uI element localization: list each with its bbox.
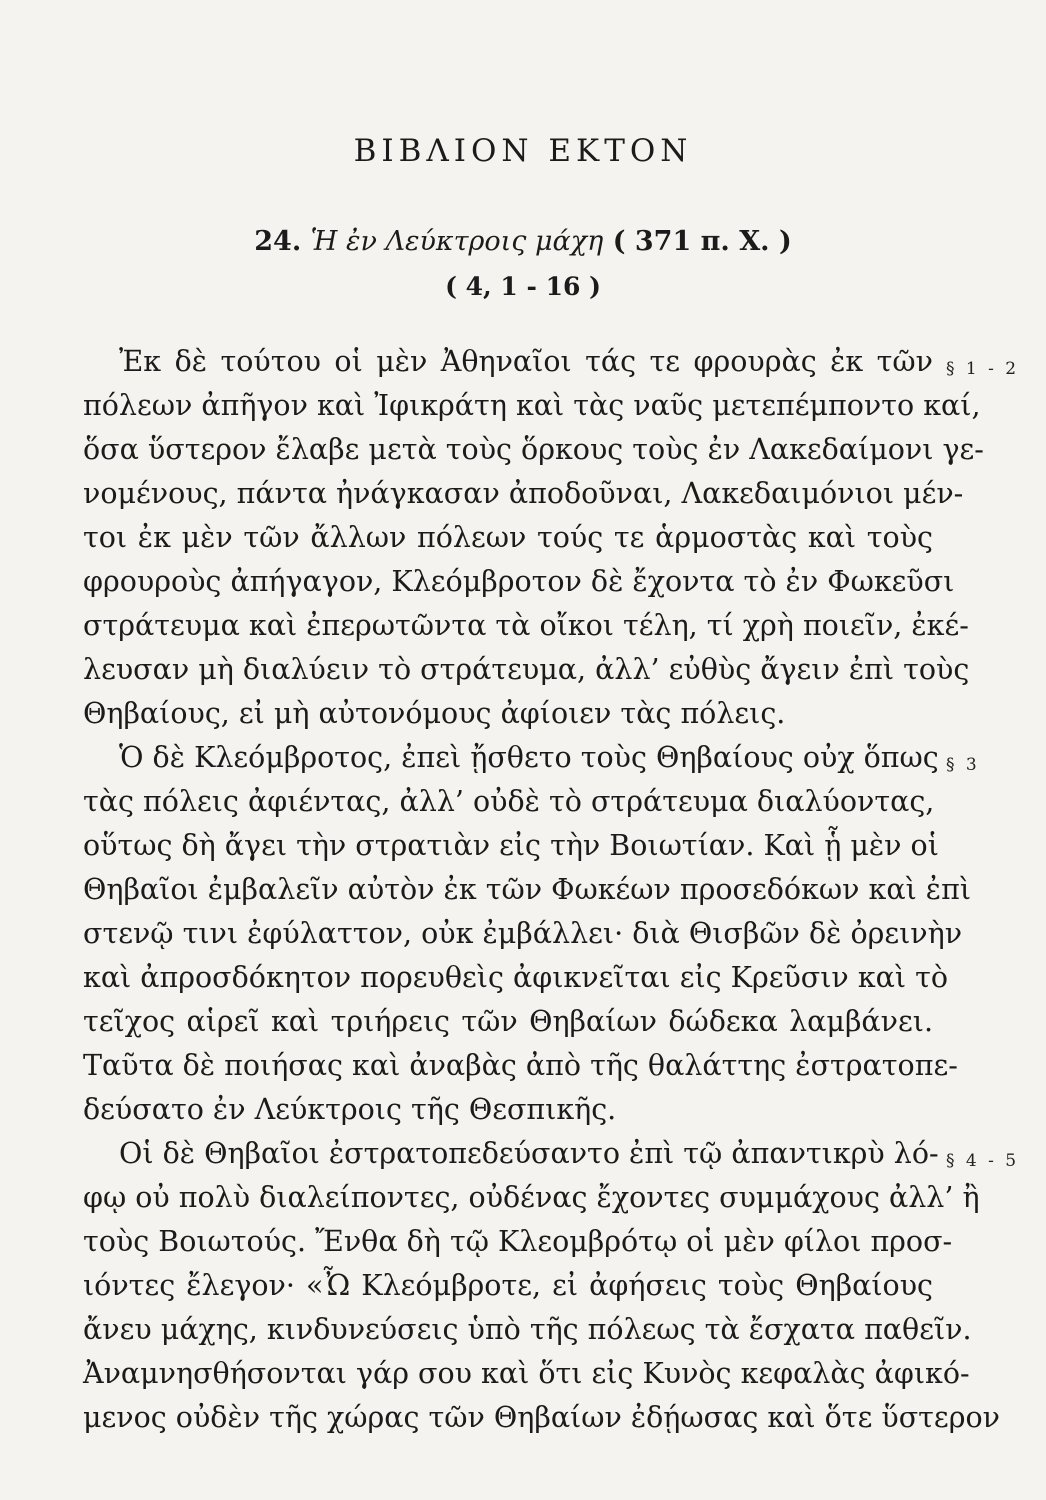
text-line: Ταῦτα δὲ ποιήσας καὶ ἀναβὰς ἀπὸ τῆς θαλάττης ἐστρατοπε- <box>83 1049 958 1082</box>
text-line: λευσαν μὴ διαλύειν τὸ στράτευμα, ἀλλ’ εὐθὺς ἄγειν ἐπὶ τοὺς <box>83 653 970 686</box>
margin-reference: § 4 - 5 <box>946 1151 1020 1171</box>
text-line: τοι ἐκ μὲν τῶν ἄλλων πόλεων τούς τε ἁρμοστὰς καὶ τοὺς <box>83 521 933 554</box>
section-ref: ( 4, 1 - 16 ) <box>445 272 601 301</box>
text-line: Ἀναμνησθήσονται γάρ σου καὶ ὅτι εἰς Κυνὸς κεφαλὰς ἀφικό- <box>83 1357 970 1390</box>
text-line: ιόντες ἔλεγον· «Ὦ Κλεόμβροτε, εἰ ἀφήσεις τοὺς Θηβαίους <box>83 1269 933 1302</box>
text-line: στράτευμα καὶ ἐπερωτῶντα τὰ οἴκοι τέλη, τί χρὴ ποιεῖν, ἐκέ- <box>83 609 969 642</box>
text-line: Ὁ δὲ Κλεόμβροτος, ἐπεὶ ᾔσθετο τοὺς Θηβαίους οὐχ ὅπως <box>119 741 939 774</box>
text-line: φῳ οὐ πολὺ διαλείποντες, οὐδένας ἔχοντες συμμάχους ἀλλ’ ἢ <box>83 1181 980 1214</box>
text-line: μενος οὐδὲν τῆς χώρας τῶν Θηβαίων ἐδῄωσας καὶ ὅτε ὕστερον <box>83 1401 1000 1434</box>
section-heading <box>0 226 1046 257</box>
margin-reference: § 1 - 2 <box>946 359 1020 379</box>
text-line: καὶ ἀπροσδόκητον πορευθεὶς ἀφικνεῖται εἰς Κρεῦσιν καὶ τὸ <box>83 961 949 994</box>
text-line: ἄνευ μάχης, κινδυνεύσεις ὑπὸ τῆς πόλεως τὰ ἔσχατα παθεῖν. <box>83 1313 972 1346</box>
text-line: τεῖχος αἱρεῖ καὶ τριήρεις τῶν Θηβαίων δώδεκα λαμβάνει. <box>83 1005 933 1038</box>
book-title: ΒΙΒΛΙΟΝ ΕΚΤΟΝ <box>353 133 693 169</box>
margin-reference: § 3 <box>946 755 980 775</box>
section-date: ( 371 π. Χ. ) <box>612 226 792 257</box>
text-line: ὅσα ὕστερον ἔλαβε μετὰ τοὺς ὅρκους τοὺς ἐν Λακεδαίμονι γε- <box>83 433 984 466</box>
text-line: δεύσατο ἐν Λεύκτροις τῆς Θεσπικῆς. <box>83 1093 617 1126</box>
text-line: φρουροὺς ἀπήγαγον, Κλεόμβροτον δὲ ἔχοντα τὸ ἐν Φωκεῦσι <box>83 565 955 598</box>
text-line: Θηβαῖοι ἐμβαλεῖν αὐτὸν ἐκ τῶν Φωκέων προσεδόκων καὶ ἐπὶ <box>83 873 972 906</box>
text-line: οὕτως δὴ ἄγει τὴν στρατιὰν εἰς τὴν Βοιωτίαν. Καὶ ᾗ μὲν οἱ <box>83 829 939 862</box>
text-line: τὰς πόλεις ἀφιέντας, ἀλλ’ οὐδὲ τὸ στράτευμα διαλύοντας, <box>83 785 935 818</box>
text-line: νομένους, πάντα ἠνάγκασαν ἀποδοῦναι, Λακεδαιμόνιοι μέν- <box>83 477 964 510</box>
section-title: Ἡ ἐν Λεύκτροις μάχη <box>310 226 604 257</box>
section-number: 24. <box>254 226 302 257</box>
text-line: Ἐκ δὲ τούτου οἱ μὲν Ἀθηναῖοι τάς τε φρουρὰς ἐκ τῶν <box>119 345 933 378</box>
text-line: Οἱ δὲ Θηβαῖοι ἐστρατοπεδεύσαντο ἐπὶ τῷ ἀπαντικρὺ λό- <box>119 1137 939 1170</box>
text-line: στενῷ τινι ἐφύλαττον, οὐκ ἐμβάλλει· διὰ Θισβῶν δὲ ὀρεινὴν <box>83 917 963 950</box>
text-line: τοὺς Βοιωτούς. Ἔνθα δὴ τῷ Κλεομβρότῳ οἱ μὲν φίλοι προσ- <box>83 1225 953 1258</box>
text-line: Θηβαίους, εἰ μὴ αὐτονόμους ἀφίοιεν τὰς πόλεις. <box>83 697 786 730</box>
text-line: πόλεων ἀπῆγον καὶ Ἰφικράτη καὶ τὰς ναῦς μετεπέμποντο καί, <box>83 389 981 422</box>
